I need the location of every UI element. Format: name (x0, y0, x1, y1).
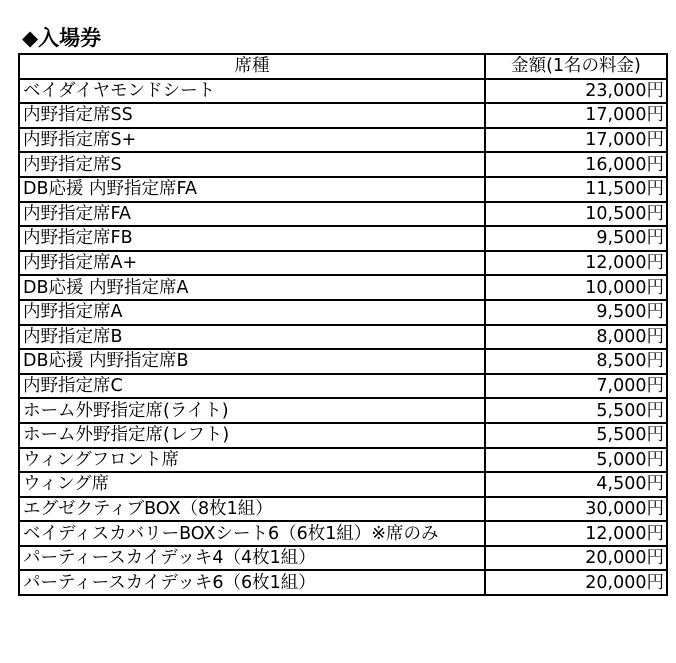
seat-type-cell: 内野指定席S (19, 152, 485, 177)
seat-type-cell: 内野指定席S+ (19, 128, 485, 153)
price-cell: 9,500円 (485, 300, 667, 325)
table-row (19, 497, 667, 522)
table-row (19, 202, 667, 227)
price-cell: 11,500円 (485, 177, 667, 202)
table-row (19, 398, 667, 423)
table-row (19, 423, 667, 448)
seat-type-cell: 内野指定席FB (19, 226, 485, 251)
price-cell: 17,000円 (485, 128, 667, 153)
seat-type-cell: ウィングフロント席 (19, 448, 485, 473)
table-row (19, 546, 667, 571)
table-row (19, 349, 667, 374)
price-cell: 7,000円 (485, 374, 667, 399)
seat-type-cell: エグゼクティブBOX（8枚1組） (19, 497, 485, 522)
table-row (19, 448, 667, 473)
price-cell: 16,000円 (485, 152, 667, 177)
table-row (19, 570, 667, 595)
seat-type-cell: ホーム外野指定席(レフト) (19, 423, 485, 448)
table-row (19, 79, 667, 104)
table-row (19, 251, 667, 276)
header-seat-type: 席種 (19, 54, 485, 79)
table-row (19, 300, 667, 325)
price-cell: 8,500円 (485, 349, 667, 374)
seat-type-cell: パーティースカイデッキ6（6枚1組） (19, 570, 485, 595)
table-row (19, 152, 667, 177)
seat-type-cell: DB応援 内野指定席A (19, 275, 485, 300)
seat-type-cell: 内野指定席A (19, 300, 485, 325)
seat-type-cell: 内野指定席C (19, 374, 485, 399)
table-row (19, 103, 667, 128)
seat-type-cell: ホーム外野指定席(ライト) (19, 398, 485, 423)
price-cell: 10,500円 (485, 202, 667, 227)
price-cell: 5,000円 (485, 448, 667, 473)
table-row (19, 472, 667, 497)
table-row (19, 128, 667, 153)
price-cell: 8,000円 (485, 325, 667, 350)
price-cell: 30,000円 (485, 497, 667, 522)
header-price: 金額(1名の料金) (485, 54, 667, 79)
price-cell: 20,000円 (485, 570, 667, 595)
price-cell: 4,500円 (485, 472, 667, 497)
seat-type-cell: 内野指定席A+ (19, 251, 485, 276)
table-row (19, 226, 667, 251)
seat-type-cell: 内野指定席B (19, 325, 485, 350)
seat-type-cell: ベイディスカバリーBOXシート6（6枚1組）※席のみ (19, 521, 485, 546)
table-row (19, 521, 667, 546)
price-cell: 5,500円 (485, 423, 667, 448)
seat-type-cell: 内野指定席FA (19, 202, 485, 227)
price-cell: 12,000円 (485, 521, 667, 546)
seat-type-cell: 内野指定席SS (19, 103, 485, 128)
ticket-price-table (18, 53, 668, 596)
price-cell: 23,000円 (485, 79, 667, 104)
seat-type-cell: DB応援 内野指定席B (19, 349, 485, 374)
page-heading: ◆入場券 (22, 26, 102, 50)
price-cell: 5,500円 (485, 398, 667, 423)
table-header-row (19, 54, 667, 79)
price-cell: 20,000円 (485, 546, 667, 571)
table-row (19, 177, 667, 202)
seat-type-cell: DB応援 内野指定席FA (19, 177, 485, 202)
table-row (19, 374, 667, 399)
seat-type-cell: ウィング席 (19, 472, 485, 497)
table-row (19, 275, 667, 300)
price-cell: 17,000円 (485, 103, 667, 128)
seat-type-cell: ベイダイヤモンドシート (19, 79, 485, 104)
price-cell: 10,000円 (485, 275, 667, 300)
table-row (19, 325, 667, 350)
seat-type-cell: パーティースカイデッキ4（4枚1組） (19, 546, 485, 571)
price-cell: 12,000円 (485, 251, 667, 276)
price-cell: 9,500円 (485, 226, 667, 251)
